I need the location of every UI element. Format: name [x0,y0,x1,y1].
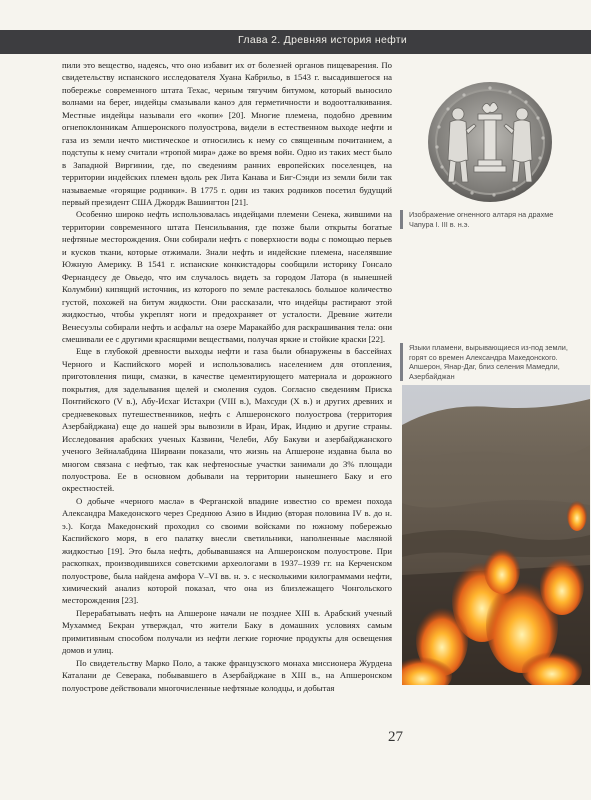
paragraph-1: пили это вещество, надеясь, что оно избавит их от болезней органов пищеварения. По свидетельству испанского исследователя Хуана Кабрильо, в 1543 г. высадившегося на побережье современного штата Техас, черным тягучим битумом, который выносило волнами на берег, индейцы смазывали каноэ для герметичности и водоотталкивания. Местные индейцы называли его «копи» [20]. Многие племена, подобно древним огнепоклонникам Апшеронского полуострова, видели в естественном выходе нефти и газа из земли нечто мистическое и относились к нему со священным почитанием, а подступы к нему считали «тропой мира» даже во время войн. Одно из таких мест было в Западной Виргинии, где, по сведениям ранних европейских поселенцев, на территории индейских племен вдоль рек Лита Канава и Биг-Сэнди из земли били так называемые «горящие родники». В 1775 г. один из таких родников посетил будущий первый президент США Джордж Вашингтон [21]. [62,60,392,207]
paragraph-4: О добыче «черного масла» в Ферганской впадине известно со времен похода Александра Македонского через Среднюю Азию в Индию (вторая половина IV в. до н. э.). Когда Македонский проходил со своими войсками по южному побережью Каспийского моря, в его палатку внесли светильники, наполненные масляной жидкостью [19]. Это была нефть, добывавшаяся на Апшеронском полуострове. При раскопках, производившихся советскими археологами в 1937–1939 гг. на Керченском полуострове, была найдена амфора V–VI вв. н. э. с несколькими килограммами нефти, химический анализ которой показал, что она из близлежащего Чонгольского месторождения [23]. [62,495,392,606]
chapter-title: Глава 2. Древняя история нефти [238,34,408,46]
main-text-column [62,59,392,694]
paragraph-5: Перерабатывать нефть на Апшероне начали не позднее XIII в. Арабский ученый Мухаммед Бекран утверждал, что жители Баку в домашних условиях самым примитивным способом получали из нефти легкие горючие продукты для освещения домов и улиц. [62,607,392,656]
burning-hillside-photo [402,385,590,685]
paragraph-2: Особенно широко нефть использовалась индейцами племени Сенека, жившими на территории современного штата Пенсильвания, где позже были открыты богатые нефтяные месторождения. Они собирали нефть с поверхности воды с помощью перьев и кусков ткани, которые отжимали. Знали нефть и индейские племена, населявшие Южную Америку. В 1541 г. испанские конкистадоры сообщили историку Гонсало Фернандесу де Овьедо, что им случалось видеть за городом Латора (в нынешней Колумбии) кипящий источник, из которого по земле растекалось большое количество густой, похожей на битум жидкости. Они рассказали, что индейцы растирают этой жидкостью, чтобы укреплят ноги и предохраняет от усталости. Древние жители Венесуэлы собирали нефть и асфальт на озере Маракайбо для раскрашивания тела: они смешивали ее с другими красящими веществами, получая яркие и стойкие краски [22]. [62,209,392,344]
paragraph-3: Еще в глубокой древности выходы нефти и газа были обнаружены в бассейнах Черного и Каспийского морей и использовались населением для отопления, приготовления пищи, смазки, в качестве цементирующего материала и дорожного покрытия, для заделывания щелей и смоления судов. Согласно сведениям Приска Понтийского (V в.), Абу-Исхаг Истахри (VIII в.), Махсуди (X в.) и других древних и средневековых путешественников, нефть с Апшеронского полуострова (территория Азербайджана) еще до нашей эры вывозили в Иран, Ирак, Индию и другие страны. Исследования арабских ученых Казвини, Челеби, Абу Бакуви и азербайджанского ученого Зейналабдина Ширвани показали, что жизнь на Апшероне издавна была во многом связана с нефтью, так как нефтеносные участки занимали до 3% площади полуострова. Ее в основном добывали на территории нынешнего Баку и его окрестностей. [62,346,392,494]
fire-photo-caption: Языки пламени, вырывающиеся из-под земли, горят со времен Александра Македонского. Апшерон, Янар-Даг, близ селения Мамедли, Азербайджан [400,343,584,381]
photo-svg [402,385,590,685]
drachm-coin-image [420,78,560,206]
coin-caption: Изображение огненного алтаря на драхме Чапура I. III в. н.э. [400,210,579,229]
chapter-header-bar [0,30,591,54]
coin-svg [420,78,560,206]
page-number: 27 [388,729,403,745]
paragraph-6: По свидетельству Марко Поло, а также французского монаха миссионера Журдена Каталани де Северака, побывавшего в Азербайджане в XIII в., на Апшеронском полуострове действовали многочисленные нефтяные колодцы, и добытая [62,657,392,693]
